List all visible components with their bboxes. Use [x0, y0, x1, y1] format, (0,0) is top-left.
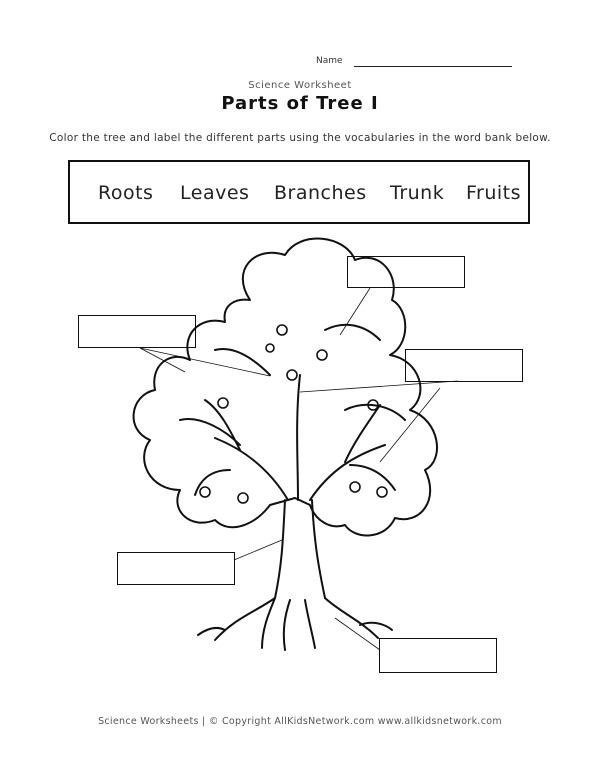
- canopy-fold-1: [215, 349, 270, 375]
- word-bank-trunk: Trunk: [390, 182, 445, 204]
- tree-branch-right: [310, 405, 385, 500]
- pointer-line-left-low: [234, 540, 282, 560]
- word-bank-leaves: Leaves: [180, 182, 250, 204]
- tree-trunk: [275, 500, 325, 598]
- pointer-line-left-1: [140, 348, 185, 372]
- worksheet-footer: Science Worksheets | © Copyright AllKidsNetwork.com www.allkidsnetwork.com: [98, 716, 502, 727]
- worksheet-title: Parts of Tree I: [221, 93, 379, 114]
- worksheet-subtitle: Science Worksheet: [248, 80, 352, 91]
- canopy-fold-2: [325, 325, 380, 340]
- pointer-line-right-1: [300, 381, 458, 392]
- pointer-line-top-right: [340, 288, 370, 335]
- canopy-fold-6: [350, 465, 395, 490]
- label-box-top-right[interactable]: [347, 256, 465, 288]
- label-box-left-lower[interactable]: [117, 552, 235, 585]
- word-bank-roots: Roots: [98, 182, 154, 204]
- tree-branch-left: [205, 400, 288, 500]
- tree-branch-middle: [297, 375, 300, 500]
- label-box-right-middle[interactable]: [405, 349, 523, 382]
- word-bank-fruits: Fruits: [466, 182, 522, 204]
- tree-roots: [198, 598, 392, 650]
- label-box-bottom-right[interactable]: [379, 638, 497, 673]
- name-label: Name: [316, 56, 343, 66]
- label-box-left-upper[interactable]: [78, 315, 196, 348]
- tree-fruits: [200, 325, 387, 503]
- pointer-line-left-2: [140, 348, 270, 376]
- worksheet-instructions: Color the tree and label the different parts using the vocabularies in the word bank below.: [49, 132, 551, 144]
- word-bank-branches: Branches: [274, 182, 367, 204]
